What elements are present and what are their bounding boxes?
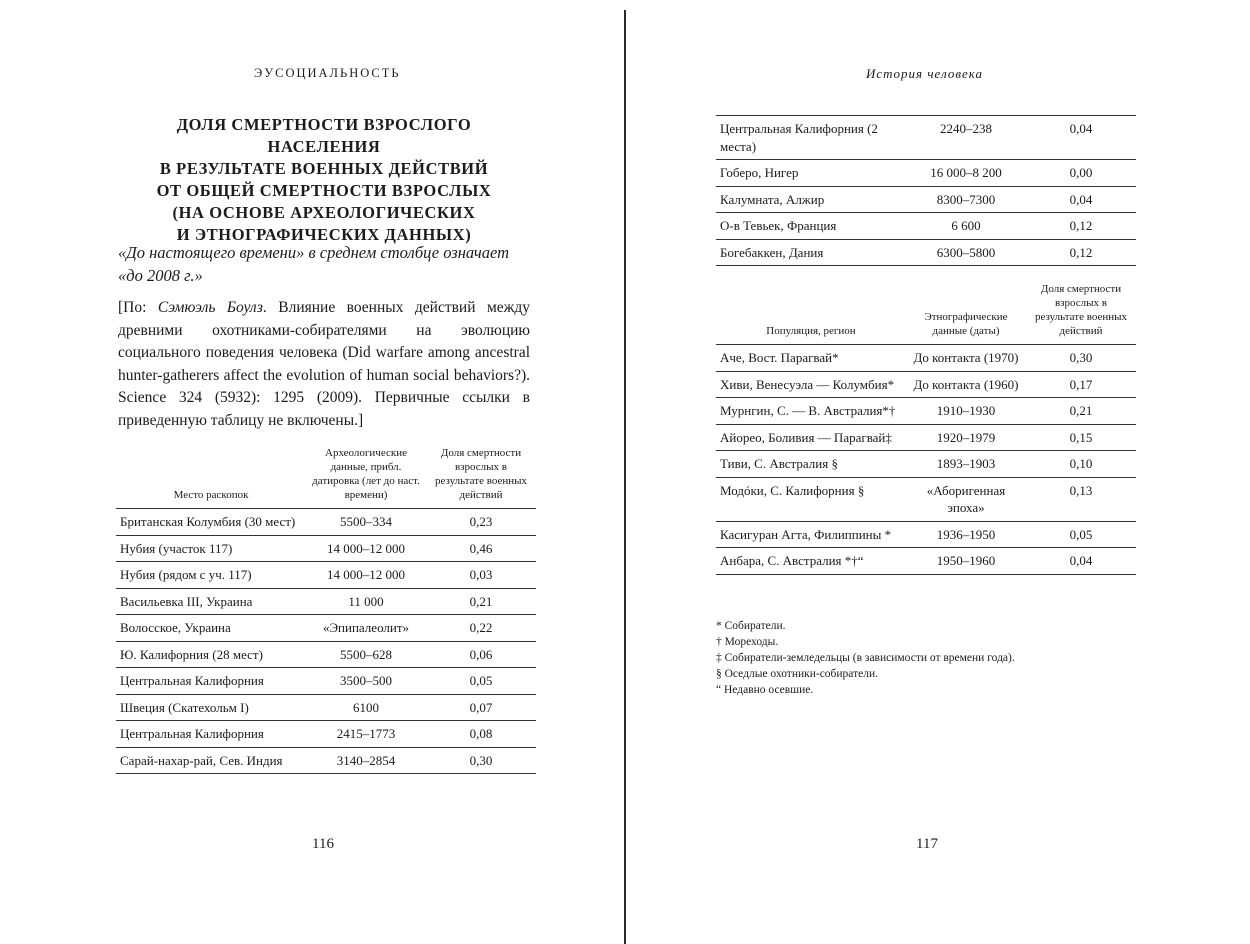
- cell-share: 0,03: [469, 567, 493, 582]
- table-body: [716, 345, 1136, 575]
- cell-location: Британская Колумбия (30 мест): [120, 514, 296, 529]
- cell-dates: До контакта (1970): [913, 350, 1019, 365]
- cell-location: Сарай-нахар-рай, Сев. Индия: [120, 752, 283, 768]
- table-row: [716, 345, 1136, 372]
- column-header: Доля смертности взрослых в результате военных действий: [434, 447, 527, 501]
- cell-share: 0,00: [1069, 165, 1093, 180]
- cell-dates: 2415–1773: [336, 726, 396, 741]
- cell-dates: 1910–1930: [936, 403, 996, 418]
- running-head-left: ЭУСОЦИАЛЬНОСТЬ: [254, 66, 401, 80]
- cell-location: Нубия (рядом с уч. 117): [120, 567, 252, 582]
- heading-line: В РЕЗУЛЬТАТЕ ВОЕННЫХ ДЕЙСТВИЙ: [159, 159, 489, 178]
- cell-share: 0,30: [469, 752, 493, 768]
- table-row: [716, 521, 1136, 548]
- cell-share: 0,22: [469, 620, 493, 635]
- cell-location: Калумната, Алжир: [720, 191, 825, 207]
- cell-dates: 1950–1960: [936, 553, 996, 568]
- source-paragraph: [118, 297, 530, 432]
- column-header: Популяция, регион: [766, 325, 856, 337]
- table-header-row: [716, 280, 1136, 345]
- table-row: [116, 694, 536, 721]
- cell-share: 0,17: [1069, 376, 1093, 392]
- table-row: [716, 398, 1136, 425]
- cell-share: 0,08: [469, 726, 493, 741]
- table-header-row: [116, 444, 536, 509]
- table-row: [716, 424, 1136, 451]
- cell-share: 0,05: [1069, 526, 1093, 542]
- cell-location: Центральная Калифорния: [120, 726, 264, 741]
- cell-share: 0,21: [469, 593, 493, 609]
- running-head-right: История человека: [866, 66, 983, 81]
- column-header: Место раскопок: [173, 489, 249, 501]
- cell-dates: 3140–2854: [336, 752, 396, 768]
- cell-share: 0,06: [469, 646, 493, 662]
- cell-dates: 5500–334: [340, 514, 392, 529]
- left-page: [0, 0, 624, 944]
- cell-dates: 1920–1979: [936, 429, 996, 445]
- cell-share: 0,13: [1069, 482, 1093, 498]
- cell-share: 0,46: [469, 540, 493, 556]
- table-row: [116, 588, 536, 615]
- cell-location: Модóки, С. Калифорния §: [720, 482, 865, 498]
- cell-dates: 1893–1903: [936, 456, 996, 471]
- page-number-left: 116: [312, 836, 334, 852]
- table-body: [116, 509, 536, 774]
- cell-dates: 6100: [353, 699, 379, 715]
- archaeological-table: [116, 444, 536, 774]
- table-row: [716, 186, 1136, 213]
- table-row: [116, 721, 536, 748]
- source-author: Сэмюэль Боулз: [157, 299, 263, 316]
- table-row: [116, 562, 536, 589]
- cell-location: Гоберо, Нигер: [720, 165, 799, 180]
- cell-location: Центральная Калифорния: [120, 673, 264, 688]
- column-header: Этнографические данные (даты): [924, 311, 1008, 337]
- source-text: . Влияние военных действий между древними охотниками-собирателями на эволюцию социального поведения человека (Did warfare among ancestral hunter-gatherers affect the evolution of human social behaviors?). Science 324 (5932): 1295 (2009). Первичные ссылки в приведенную таблицу не включены.]: [118, 299, 530, 429]
- cell-share: 0,21: [1069, 403, 1093, 418]
- table-row: [716, 371, 1136, 398]
- cell-location: Васильевка III, Украина: [120, 593, 253, 609]
- cell-dates: 6300–5800: [936, 244, 996, 260]
- heading-line: И ЭТНОГРАФИЧЕСКИХ ДАННЫХ): [176, 225, 472, 244]
- cell-location: Анбара, С. Австралия *†“: [720, 553, 864, 568]
- table-body: [716, 116, 1136, 266]
- cell-location: Нубия (участок 117): [120, 540, 233, 556]
- cell-share: 0,05: [469, 673, 493, 688]
- footnote: § Оседлые охотники-собиратели.: [716, 668, 879, 680]
- heading-line: ОТ ОБЩЕЙ СМЕРТНОСТИ ВЗРОСЛЫХ: [156, 181, 492, 200]
- cell-dates: 11 000: [348, 593, 384, 609]
- column-header: Доля смертности взрослых в результате военных действий: [1034, 283, 1127, 337]
- cell-share: 0,12: [1069, 218, 1093, 233]
- table-heading: [118, 114, 530, 246]
- table-row: [716, 213, 1136, 240]
- cell-share: 0,10: [1069, 456, 1093, 471]
- archaeological-table-continued: [716, 115, 1136, 266]
- cell-dates: 14 000–12 000: [327, 540, 405, 556]
- heading-line: ДОЛЯ СМЕРТНОСТИ ВЗРОСЛОГО НАСЕЛЕНИЯ: [176, 115, 472, 156]
- table-row: [716, 451, 1136, 478]
- cell-location: Аче, Вост. Парагвай*: [720, 350, 839, 365]
- cell-dates: 6 600: [951, 218, 981, 233]
- cell-location: Богебаккен, Дания: [720, 244, 824, 260]
- cell-dates: «Эпипалеолит»: [322, 620, 410, 635]
- cell-share: 0,23: [469, 514, 493, 529]
- cell-dates: 3500–500: [340, 673, 392, 688]
- cell-location: Айорео, Боливия — Парагвай‡: [720, 429, 892, 445]
- footnote: ‡ Собиратели-земледельцы (в зависимости от времени года).: [716, 652, 1015, 664]
- table-row: [716, 116, 1136, 160]
- cell-share: 0,04: [1069, 191, 1093, 207]
- cell-location: Швеция (Скатехольм I): [120, 699, 249, 715]
- cell-dates: «Аборигенная эпоха»: [926, 482, 1006, 515]
- cell-dates: 8300–7300: [936, 191, 996, 207]
- cell-location: Ю. Калифорния (28 мест): [120, 646, 263, 662]
- footnote: “ Недавно осевшие.: [716, 684, 814, 696]
- cell-share: 0,30: [1069, 350, 1093, 365]
- table-row: [116, 668, 536, 695]
- page-number-right: 117: [916, 836, 938, 852]
- cell-location: Волосское, Украина: [120, 620, 231, 635]
- cell-share: 0,04: [1069, 553, 1093, 568]
- table-row: [716, 548, 1136, 575]
- cell-location: Тиви, С. Австралия §: [720, 456, 838, 471]
- cell-location: О-в Тевьек, Франция: [720, 218, 837, 233]
- table-row: [116, 535, 536, 562]
- table-row: [116, 747, 536, 774]
- cell-dates: 16 000–8 200: [930, 165, 1002, 180]
- cell-dates: 2240–238: [940, 121, 992, 136]
- cell-dates: 14 000–12 000: [327, 567, 405, 582]
- note-paragraph: «До настоящего времени» в среднем столбце означает «до 2008 г.»: [118, 243, 510, 285]
- table-row: [716, 477, 1136, 521]
- cell-dates: 5500–628: [340, 646, 392, 662]
- cell-location: Хиви, Венесуэла — Колумбия*: [720, 376, 895, 392]
- table-row: [116, 615, 536, 642]
- table-row: [116, 641, 536, 668]
- cell-location: Касигуран Агта, Филиппины *: [720, 526, 892, 542]
- footnotes: [716, 618, 1015, 698]
- cell-share: 0,12: [1069, 244, 1093, 260]
- ethnographic-table: [716, 280, 1136, 575]
- cell-share: 0,07: [469, 699, 493, 715]
- column-header: Археологические данные, прибл. датировка (лет до наст. времени): [312, 447, 420, 501]
- cell-share: 0,15: [1069, 429, 1093, 445]
- cell-location: Мурнгин, С. — В. Австралия*†: [720, 403, 896, 418]
- table-row: [116, 509, 536, 536]
- heading-line: (НА ОСНОВЕ АРХЕОЛОГИЧЕСКИХ: [172, 203, 476, 222]
- cell-location: Центральная Калифорния (2 места): [720, 121, 878, 154]
- source-prefix: [По:: [118, 299, 158, 316]
- table-row: [716, 160, 1136, 187]
- cell-dates: 1936–1950: [936, 526, 996, 542]
- cell-dates: До контакта (1960): [913, 376, 1019, 392]
- table-row: [716, 239, 1136, 266]
- cell-share: 0,04: [1069, 121, 1093, 136]
- footnote: † Мореходы.: [716, 636, 779, 648]
- footnote: * Собиратели.: [716, 620, 786, 632]
